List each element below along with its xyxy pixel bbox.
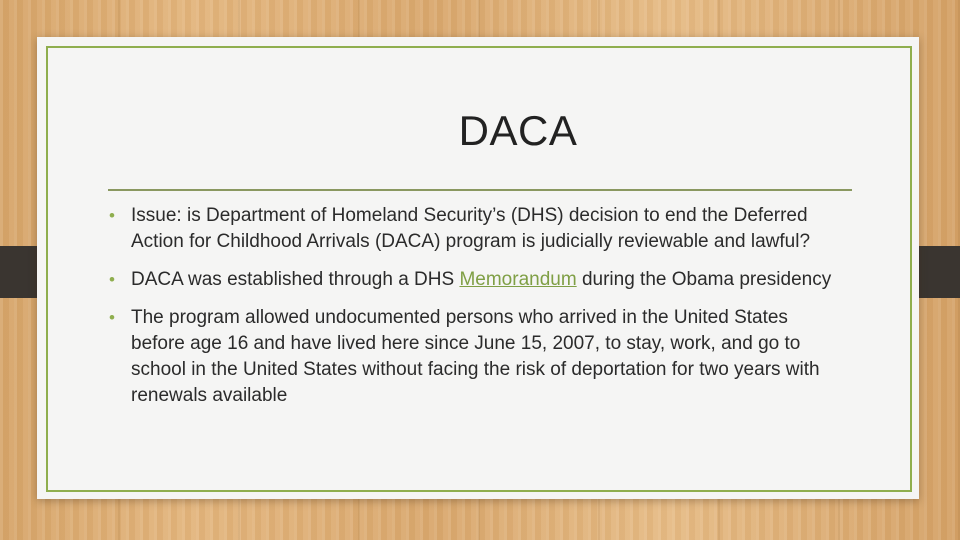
bullet-dot-icon: • bbox=[109, 206, 115, 225]
bullet-text: The program allowed undocumented persons who arrived in the United States before age 16 and have lived here since June 15, 2007, to stay, work, and go to school in the United States without facing the risk of deportation for two years with renewals available bbox=[131, 307, 820, 406]
bullet-item-established bbox=[107, 267, 847, 293]
slide-title: DACA bbox=[458, 107, 578, 154]
title-divider bbox=[108, 189, 852, 191]
bullet-text-before-link: DACA was established through a DHS bbox=[131, 269, 460, 290]
slide-card bbox=[37, 37, 919, 499]
memorandum-link[interactable]: Memorandum bbox=[459, 269, 577, 290]
bullet-list bbox=[107, 203, 847, 421]
bullet-item-program bbox=[107, 305, 847, 409]
bullet-item-issue bbox=[107, 203, 847, 255]
bullet-dot-icon: • bbox=[109, 308, 115, 327]
bullet-dot-icon: • bbox=[109, 270, 115, 289]
bullet-text: Issue: is Department of Homeland Security’s (DHS) decision to end the Deferred Action for Childhood Arrivals (DACA) program is judicially reviewable and lawful? bbox=[131, 205, 811, 252]
bullet-text-after-link: during the Obama presidency bbox=[576, 269, 832, 290]
